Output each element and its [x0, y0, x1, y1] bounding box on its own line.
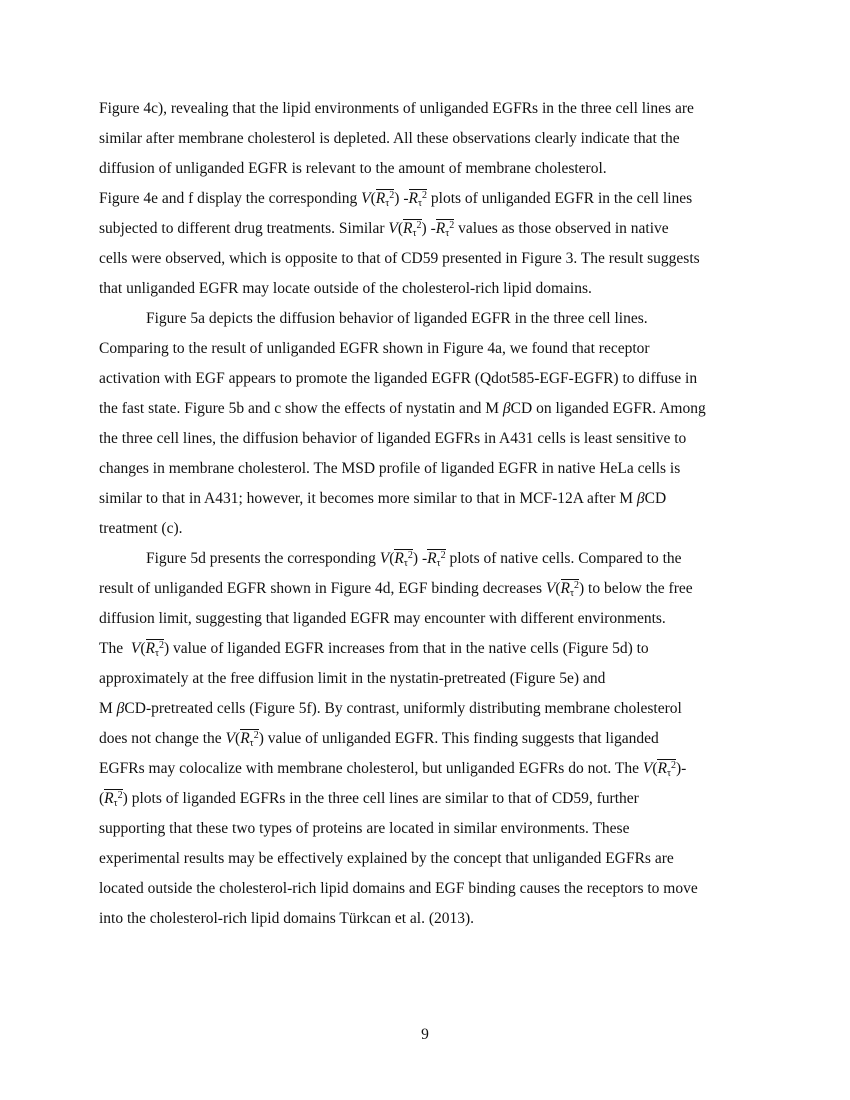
math-variance-expression: $V(R_\tau^2)$ — [225, 730, 264, 749]
text-line — [99, 544, 759, 574]
overline-R-tau-squared: $R_\tau^2$ — [435, 220, 455, 239]
overline-R-tau-squared: $R_\tau^2$ — [375, 190, 395, 209]
text-line — [99, 814, 759, 844]
text-run: activation with EGF appears to promote the liganded EGFR (Qdot585-EGF-EGFR) to diffuse in — [99, 370, 698, 387]
text-run: The — [99, 640, 131, 657]
text-run: approximately at the free diffusion limit in the nystatin-pretreated (Figure 5e) and — [99, 670, 606, 687]
text-run: that unliganded EGFR may locate outside of the cholesterol-rich lipid domains. — [99, 280, 592, 297]
text-line — [99, 454, 759, 484]
math-variance-expression: $V(R_\tau^2)$ — [379, 550, 419, 569]
text-line — [99, 244, 759, 274]
text-line — [99, 604, 759, 634]
text-run: - — [681, 760, 687, 777]
text-run: CD-pretreated cells (Figure 5f). By contrast, uniformly distributing membrane cholesterol — [124, 700, 682, 717]
text-run: value of liganded EGFR increases from that in the native cells (Figure 5d) to — [169, 640, 649, 657]
text-block — [99, 94, 759, 934]
text-run: cells were observed, which is opposite to that of CD59 presented in Figure 3. The result suggests — [99, 250, 700, 267]
overline-R-tau-squared: $R_\tau^2$ — [560, 580, 579, 599]
math-variance-expression: $V(R_\tau^2)$ — [545, 580, 585, 599]
text-run: treatment (c). — [99, 520, 183, 537]
math-variance-expression: $V(R_\tau^2)$ — [361, 190, 400, 209]
math-mean-square-expression — [427, 549, 446, 567]
text-line — [99, 904, 759, 934]
text-line — [99, 784, 759, 814]
text-line — [99, 484, 759, 514]
math-beta-symbol: β — [502, 400, 511, 417]
text-run: value of unliganded EGFR. This finding suggests that liganded — [263, 730, 659, 747]
text-line — [99, 154, 759, 184]
text-line — [99, 394, 759, 424]
overline-R-tau-squared: $R_\tau^2$ — [403, 220, 422, 239]
text-run: located outside the cholesterol-rich lipid domains and EGF binding causes the receptors to move — [99, 880, 698, 897]
text-run: to below the free — [584, 580, 693, 597]
text-run: - — [426, 220, 436, 237]
text-run: CD on liganded EGFR. Among — [510, 400, 706, 417]
text-run: values as those observed in native — [454, 220, 669, 237]
text-line — [99, 664, 759, 694]
text-line — [99, 724, 759, 754]
text-line — [99, 514, 759, 544]
math-variance-expression: $V(R_\tau^2)$ — [642, 760, 682, 779]
text-line — [99, 424, 759, 454]
text-run: - — [418, 550, 428, 567]
math-mean-square-expression — [436, 219, 455, 237]
text-run: subjected to different drug treatments. Similar — [99, 220, 389, 237]
text-run: M — [99, 700, 117, 717]
math-variance-expression: $V(R_\tau^2)$ — [130, 640, 170, 659]
text-run: diffusion limit, suggesting that liganded EGFR may encounter with different environments. — [99, 610, 666, 627]
overline-R-tau-squared: $R_\tau^2$ — [394, 550, 413, 569]
text-line — [99, 274, 759, 304]
overline-R-tau-squared: $R_\tau^2$ — [104, 790, 123, 809]
text-run: plots of liganded EGFRs in the three cell lines are similar to that of CD59, further — [127, 790, 639, 807]
text-line — [99, 334, 759, 364]
text-line — [99, 634, 759, 664]
overline-R-tau-squared: $R_\tau^2$ — [145, 640, 164, 659]
text-run: the fast state. Figure 5b and c show the effects of nystatin and M — [99, 400, 503, 417]
text-run: similar after membrane cholesterol is depleted. All these observations clearly indicate that the — [99, 130, 680, 147]
overline-R-tau-squared: $R_\tau^2$ — [427, 550, 446, 569]
text-line — [99, 694, 759, 724]
text-run: - — [399, 190, 409, 207]
text-run: CD — [644, 490, 667, 507]
text-run: experimental results may be effectively explained by the concept that unliganded EGFRs are — [99, 850, 674, 867]
text-line — [99, 214, 759, 244]
text-run: result of unliganded EGFR shown in Figure 4d, EGF binding decreases — [99, 580, 546, 597]
text-line — [99, 304, 759, 334]
text-run: plots of unliganded EGFR in the cell lines — [427, 190, 693, 207]
text-line — [99, 844, 759, 874]
text-line — [99, 874, 759, 904]
overline-R-tau-squared: $R_\tau^2$ — [657, 760, 676, 779]
math-beta-symbol: β — [116, 700, 125, 717]
text-line — [99, 94, 759, 124]
text-run: does not change the — [99, 730, 226, 747]
overline-R-tau-squared: $R_\tau^2$ — [408, 190, 428, 209]
text-run: changes in membrane cholesterol. The MSD profile of liganded EGFR in native HeLa cells is — [99, 460, 681, 477]
text-line — [99, 124, 759, 154]
text-run: similar to that in A431; however, it becomes more similar to that in MCF-12A after M — [99, 490, 637, 507]
math-variance-expression: $V(R_\tau^2)$ — [388, 220, 427, 239]
text-run: Figure 5d presents the corresponding — [146, 550, 380, 567]
text-line — [99, 574, 759, 604]
page-number: 9 — [421, 1026, 429, 1043]
math-mean-square-expression — [409, 189, 428, 207]
text-run: Comparing to the result of unliganded EGFR shown in Figure 4a, we found that receptor — [99, 340, 650, 357]
text-run: Figure 4e and f display the corresponding — [99, 190, 362, 207]
text-line — [99, 184, 759, 214]
text-run: Figure 5a depicts the diffusion behavior of liganded EGFR in the three cell lines. — [146, 310, 648, 327]
math-beta-symbol: β — [636, 490, 645, 507]
math-parenthesized-expression: $(R_\tau^2)$ — [99, 790, 128, 809]
text-run: Figure 4c), revealing that the lipid environments of unliganded EGFRs in the three cell lines are — [99, 100, 694, 117]
text-run: the three cell lines, the diffusion behavior of liganded EGFRs in A431 cells is least sensitive to — [99, 430, 687, 447]
text-run: EGFRs may colocalize with membrane cholesterol, but unliganded EGFRs do not. The — [99, 760, 643, 777]
text-run: diffusion of unliganded EGFR is relevant to the amount of membrane cholesterol. — [99, 160, 607, 177]
text-line — [99, 364, 759, 394]
overline-R-tau-squared: $R_\tau^2$ — [240, 730, 259, 749]
text-run: supporting that these two types of proteins are located in similar environments. These — [99, 820, 630, 837]
text-run: into the cholesterol-rich lipid domains Türkcan et al. (2013). — [99, 910, 475, 927]
text-line — [99, 754, 759, 784]
text-run: plots of native cells. Compared to the — [445, 550, 682, 567]
